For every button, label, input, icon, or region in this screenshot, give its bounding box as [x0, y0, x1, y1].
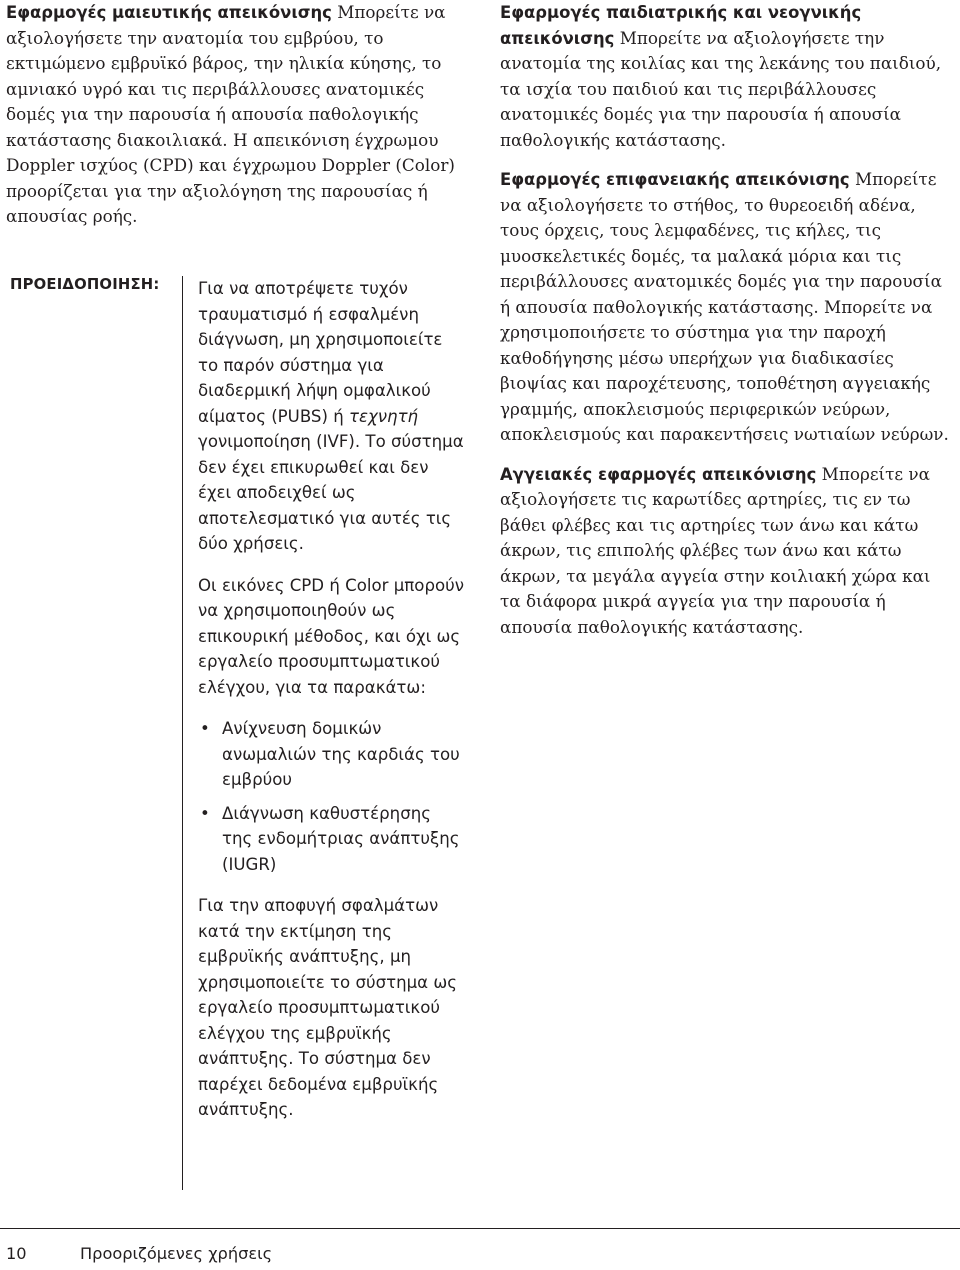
vascular-text: Μπορείτε να αξιολογήσετε τις καρωτίδες αρτηρίες, τις εν τω βάθει φλέβες και τις αρτηρίες των άνω και κάτω άκρων, τις επιπολής φλέβες των άνω και κάτω άκρων, τα μεγάλα αγγεία στην κοιλιακή χώρα και τα διάφορα μικρά αγγεία για την παρουσία ή απουσία παθολογικής κατάστασης.	[500, 463, 931, 637]
list-item-text: Ανίχνευση δομικών ανωμαλιών της καρδιάς του εμβρύου	[222, 719, 460, 789]
warning-list	[198, 716, 466, 877]
list-item	[198, 716, 466, 793]
warning-paragraph-3: Για την αποφυγή σφαλμάτων κατά την εκτίμηση της εμβρυϊκής ανάπτυξης, μη χρησιμοποιείτε το σύστημα ως εργαλείο προσυμπτωματικού ελέγχου της εμβρυϊκής ανάπτυξης. Το σύστημα δεν παρέχει δεδομένα εμβρυϊκής ανάπτυξης.	[198, 896, 458, 1119]
pediatric-heading: Εφαρμογές παιδιατρικής και νεογνικής απεικόνισης	[500, 3, 862, 48]
left-column	[6, 0, 476, 244]
list-item	[198, 801, 466, 878]
right-column	[500, 0, 952, 654]
footer-divider	[0, 1228, 960, 1229]
bullet-icon: •	[200, 803, 210, 823]
superficial-heading: Εφαρμογές επιφανειακής απεικόνισης	[500, 170, 850, 189]
bullet-icon: •	[200, 719, 210, 738]
vascular-section	[500, 462, 952, 641]
obstetric-heading: Εφαρμογές μαιευτικής απεικόνισης	[6, 3, 332, 22]
warning-box	[6, 272, 476, 1192]
warning-divider	[182, 276, 183, 1190]
warning-italic-text: τεχνητή	[349, 406, 419, 426]
warning-body	[198, 276, 466, 1139]
superficial-text: Μπορείτε να αξιολογήσετε το στήθος, το θυρεοειδή αδένα, τους όρχεις, τους λεμφαδένες, τις κήλες, τις μυοσκελετικές δομές, τα μαλακά μόρια και τις περιβάλλουσες ανατομικές δομές για την παρουσία ή απουσία παθολογικής κατάστασης. Μπορείτε να χρησιμοποιήσετε το σύστημα για την παροχή καθοδήγησης μέσω υπερήχων για διαδικασίες βιοψίας και παροχέτευσης, τοποθέτηση αγγειακής γραμμής, αποκλεισμούς περιφερικών νεύρων, αποκλεισμούς και παρακεντήσεις νωτιαίων νεύρων.	[500, 169, 949, 444]
list-item-text: Διάγνωση καθυστέρησης της ενδομήτριας ανάπτυξης (IUGR)	[222, 803, 460, 874]
obstetric-section	[6, 0, 476, 230]
warning-text: Για να αποτρέψετε τυχόν τραυματισμό ή εσφαλμένη διάγνωση, μη χρησιμοποιείτε το παρόν σύστημα για διαδερμική λήψη ομφαλικού αίματος (PUBS) ή	[198, 279, 443, 426]
pediatric-section	[500, 0, 952, 153]
vascular-heading: Αγγειακές εφαρμογές απεικόνισης	[500, 464, 817, 484]
footer-section-title: Προοριζόμενες χρήσεις	[80, 1244, 273, 1263]
warning-paragraph-1	[198, 276, 466, 557]
warning-label: ΠΡΟΕΙΔΟΠΟΙΗΣΗ:	[10, 276, 160, 293]
pediatric-text: Μπορείτε να αξιολογήσετε την ανατομία της κοιλίας και της λεκάνης του παιδιού, τα ισχία του παιδιού και τις περιβάλλουσες ανατομικές δομές για την παρουσία ή απουσία παθολογικής κατάστασης.	[500, 27, 942, 150]
page-number: 10	[6, 1244, 27, 1263]
warning-text: γονιμοποίηση (IVF). Το σύστημα δεν έχει επικυρωθεί και δεν έχει αποδειχθεί ως αποτελεσματικό για αυτές τις δύο χρήσεις.	[198, 432, 464, 553]
superficial-section	[500, 167, 952, 448]
obstetric-text: Μπορείτε να αξιολογήσετε την ανατομία του εμβρύου, το εκτιμώμενο εμβρυϊκό βάρος, την ηλικία κύησης, το αμνιακό υγρό και τις περιβάλλουσες ανατομικές δομές για την παρουσία ή απουσία παθολογικής κατάστασης διακοιλιακά. Η απεικόνιση έγχρωμου Doppler ισχύος (CPD) και έγχρωμου Doppler (Color) προορίζεται για την αξιολόγηση της παρουσίας ή απουσίας ροής.	[6, 2, 455, 226]
warning-paragraph-2: Οι εικόνες CPD ή Color μπορούν να χρησιμοποιηθούν ως επικουρική μέθοδος, και όχι ως εργαλείο προσυμπτωματικού ελέγχου, για τα παρακάτω:	[198, 575, 465, 697]
